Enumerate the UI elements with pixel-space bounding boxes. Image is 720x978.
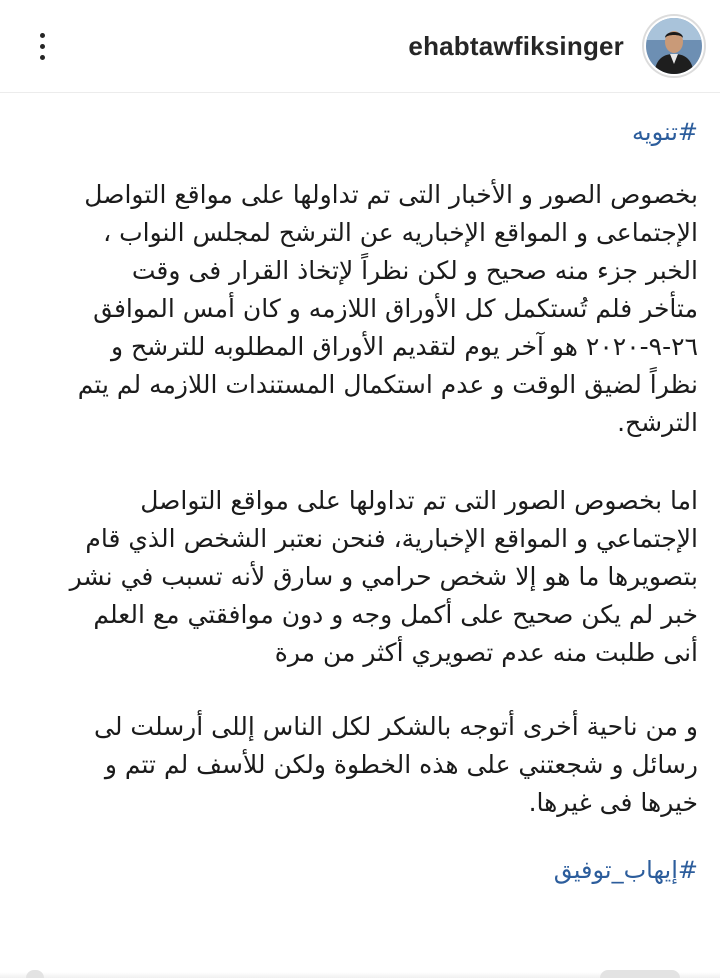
dot [40, 55, 45, 60]
avatar-icon[interactable] [644, 16, 704, 76]
caption-paragraph: اما بخصوص الصور التى تم تداولها على مواقع التواصل الإجتماعي و المواقع الإخبارية، فنحن نعتبر الشخص الذي قام بتصويرها ما هو إلا شخص حرامي و سارق لأنه تسبب في نشر خبر لم يكن صحيح على أكمل وجه و دون موافقتي مع العلم أنى طلبت منه عدم تصويري أكثر من مرة [69, 486, 698, 667]
dot [40, 44, 45, 49]
profile-photo-icon [646, 18, 702, 74]
bottom-edge-mark [26, 970, 44, 978]
avatar-ring[interactable] [642, 14, 706, 78]
caption-paragraph: بخصوص الصور و الأخبار التى تم تداولها على مواقع التواصل الإجتماعى و المواقع الإخباريه عن الترشح لمجلس النواب ، الخبر جزء منه صحيح و لكن نظراً لإتخاذ القرار فى وقت متأخر فلم تُستكمل كل الأوراق اللازمه و كان أمس الموافق ٢٦-٩-٢٠٢٠ هو آخر يوم لتقديم الأوراق المطلوبه للترشح و نظراً لضيق الوقت و عدم استكمال المستندات اللازمه لم يتم الترشح. [77, 180, 698, 437]
header-divider [0, 92, 720, 93]
more-options-button[interactable] [24, 26, 60, 66]
caption-paragraph: و من ناحية أخرى أتوجه بالشكر لكل الناس إللى أرسلت لى رسائل و شجعتني على هذه الخطوة ولكن للأسف لم تتم و خيرها فى غيرها. [94, 712, 698, 817]
paragraph-gap [26, 442, 698, 482]
post-header [0, 0, 720, 92]
bottom-edge-mark [600, 970, 680, 978]
hashtag-link-ehab-tawfik[interactable]: #إيهاب_توفيق [553, 856, 698, 884]
post-caption [26, 112, 698, 890]
username-link[interactable]: ehabtawfiksinger [408, 31, 624, 61]
paragraph-gap [26, 672, 698, 708]
hashtag-link-announcement[interactable]: #تنويه [632, 118, 698, 146]
dot [40, 33, 45, 38]
